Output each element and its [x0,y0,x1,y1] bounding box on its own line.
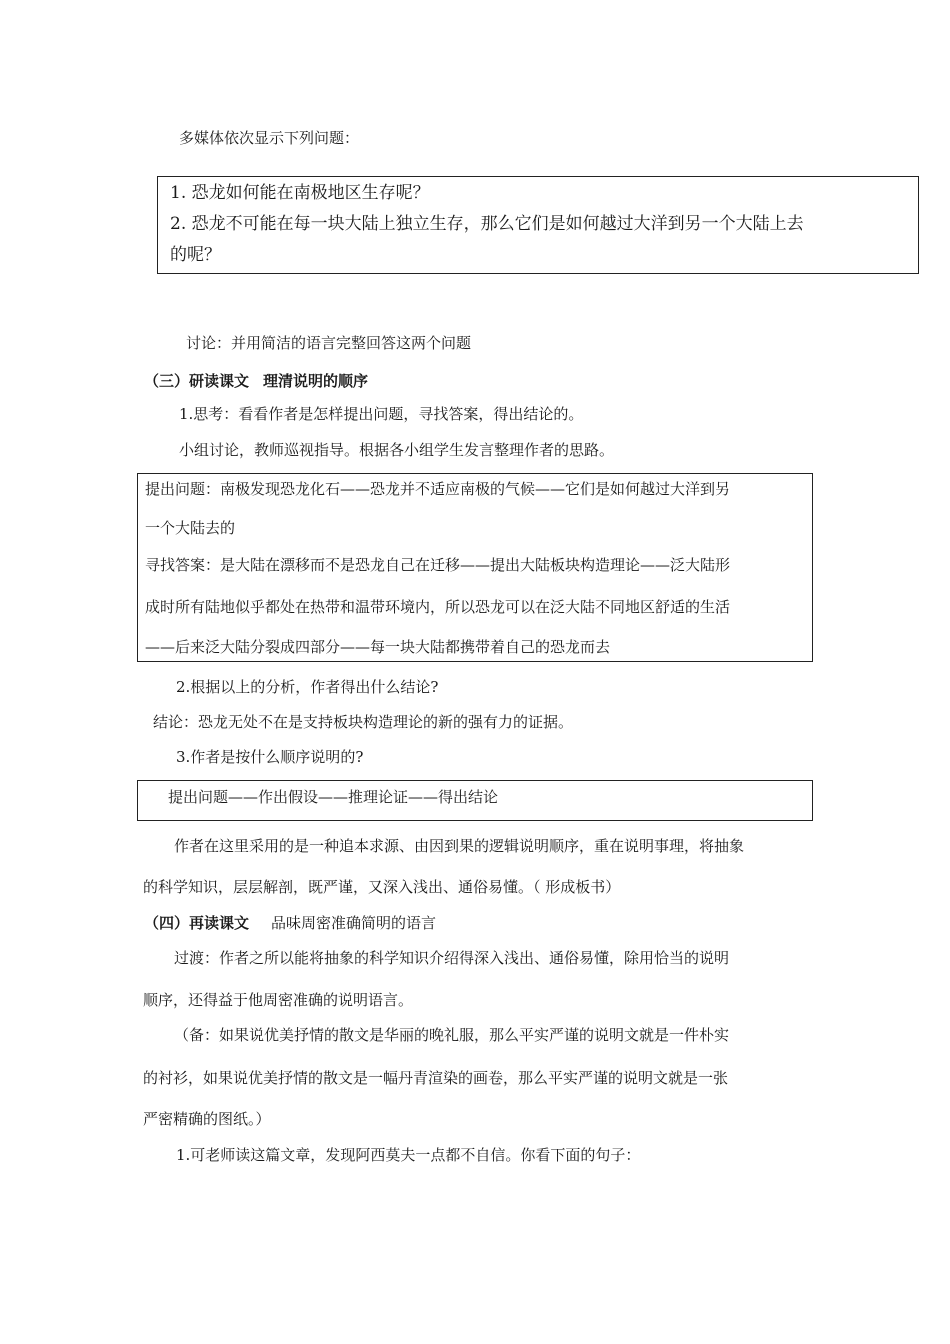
question-conclusion: 2.根据以上的分析，作者得出什么结论? [176,678,439,696]
transition-line-1: 过渡：作者之所以能将抽象的科学知识介绍得深入浅出、通俗易懂，除用恰当的说明 [174,949,730,967]
intro-text: 多媒体依次显示下列问题： [179,129,360,147]
paragraph-1-line-1: 作者在这里采用的是一种追本求源、由因到果的逻辑说明顺序，重在说明事理，将抽象 [174,837,745,855]
final-question: 1.可老师读这篇文章，发现阿西莫夫一点都不自信。你看下面的句子： [176,1146,641,1164]
thought-line-5: ——后来泛大陆分裂成四部分——每一块大陆都携带着自己的恐龙而去 [145,638,611,656]
group-discussion: 小组讨论，教师巡视指导。根据各小组学生发言整理作者的思路。 [179,441,615,459]
order-text: 提出问题——作出假设——推理论证——得出结论 [168,788,499,806]
note-line-3: 严密精确的图纸。） [143,1110,271,1128]
section-4-heading [144,913,436,933]
thought-line-2: 一个大陆去的 [145,519,236,537]
box-divider-tick-left [137,538,138,550]
question-2-line-1: 2. 恐龙不可能在每一块大陆上独立生存，那么它们是如何越过大洋到另一个大陆上去 [170,214,804,234]
section-3-heading [144,371,368,391]
discussion-text: 讨论：并用简洁的语言完整回答这两个问题 [186,334,472,352]
section-4-heading-b: 品味周密准确简明的语言 [271,914,437,932]
think-question: 1.思考：看看作者是怎样提出问题，寻找答案，得出结论的。 [179,405,584,423]
note-line-2: 的衬衫，如果说优美抒情的散文是一幅丹青渲染的画卷，那么平实严谨的说明文就是一张 [143,1069,729,1087]
thought-line-4: 成时所有陆地似乎都处在热带和温带环境内，所以恐龙可以在泛大陆不同地区舒适的生活 [145,598,731,616]
transition-line-2: 顺序，还得益于他周密准确的说明语言。 [143,991,414,1009]
section-3-heading-b: 理清说明的顺序 [263,372,369,390]
section-3-heading-a: （三）研读课文 [144,372,250,390]
paragraph-1-line-2: 的科学知识，层层解剖，既严谨，又深入浅出、通俗易懂。（ 形成板书） [143,878,621,896]
question-1: 1. 恐龙如何能在南极地区生存呢？ [170,183,430,203]
question-order: 3.作者是按什么顺序说明的? [176,748,364,766]
box-divider-tick-right [812,538,813,550]
thought-line-3: 寻找答案：是大陆在漂移而不是恐龙自己在迁移——提出大陆板块构造理论——泛大陆形 [145,556,731,574]
conclusion-text: 结论：恐龙无处不在是支持板块构造理论的新的强有力的证据。 [153,713,574,731]
thought-line-1: 提出问题：南极发现恐龙化石——恐龙并不适应南极的气候——它们是如何越过大洋到另 [145,480,731,498]
note-line-1: （备：如果说优美抒情的散文是华丽的晚礼服，那么平实严谨的说明文就是一件朴实 [174,1026,730,1044]
section-4-heading-a: （四）再读课文 [144,914,250,932]
question-2-line-2: 的呢？ [170,245,221,265]
